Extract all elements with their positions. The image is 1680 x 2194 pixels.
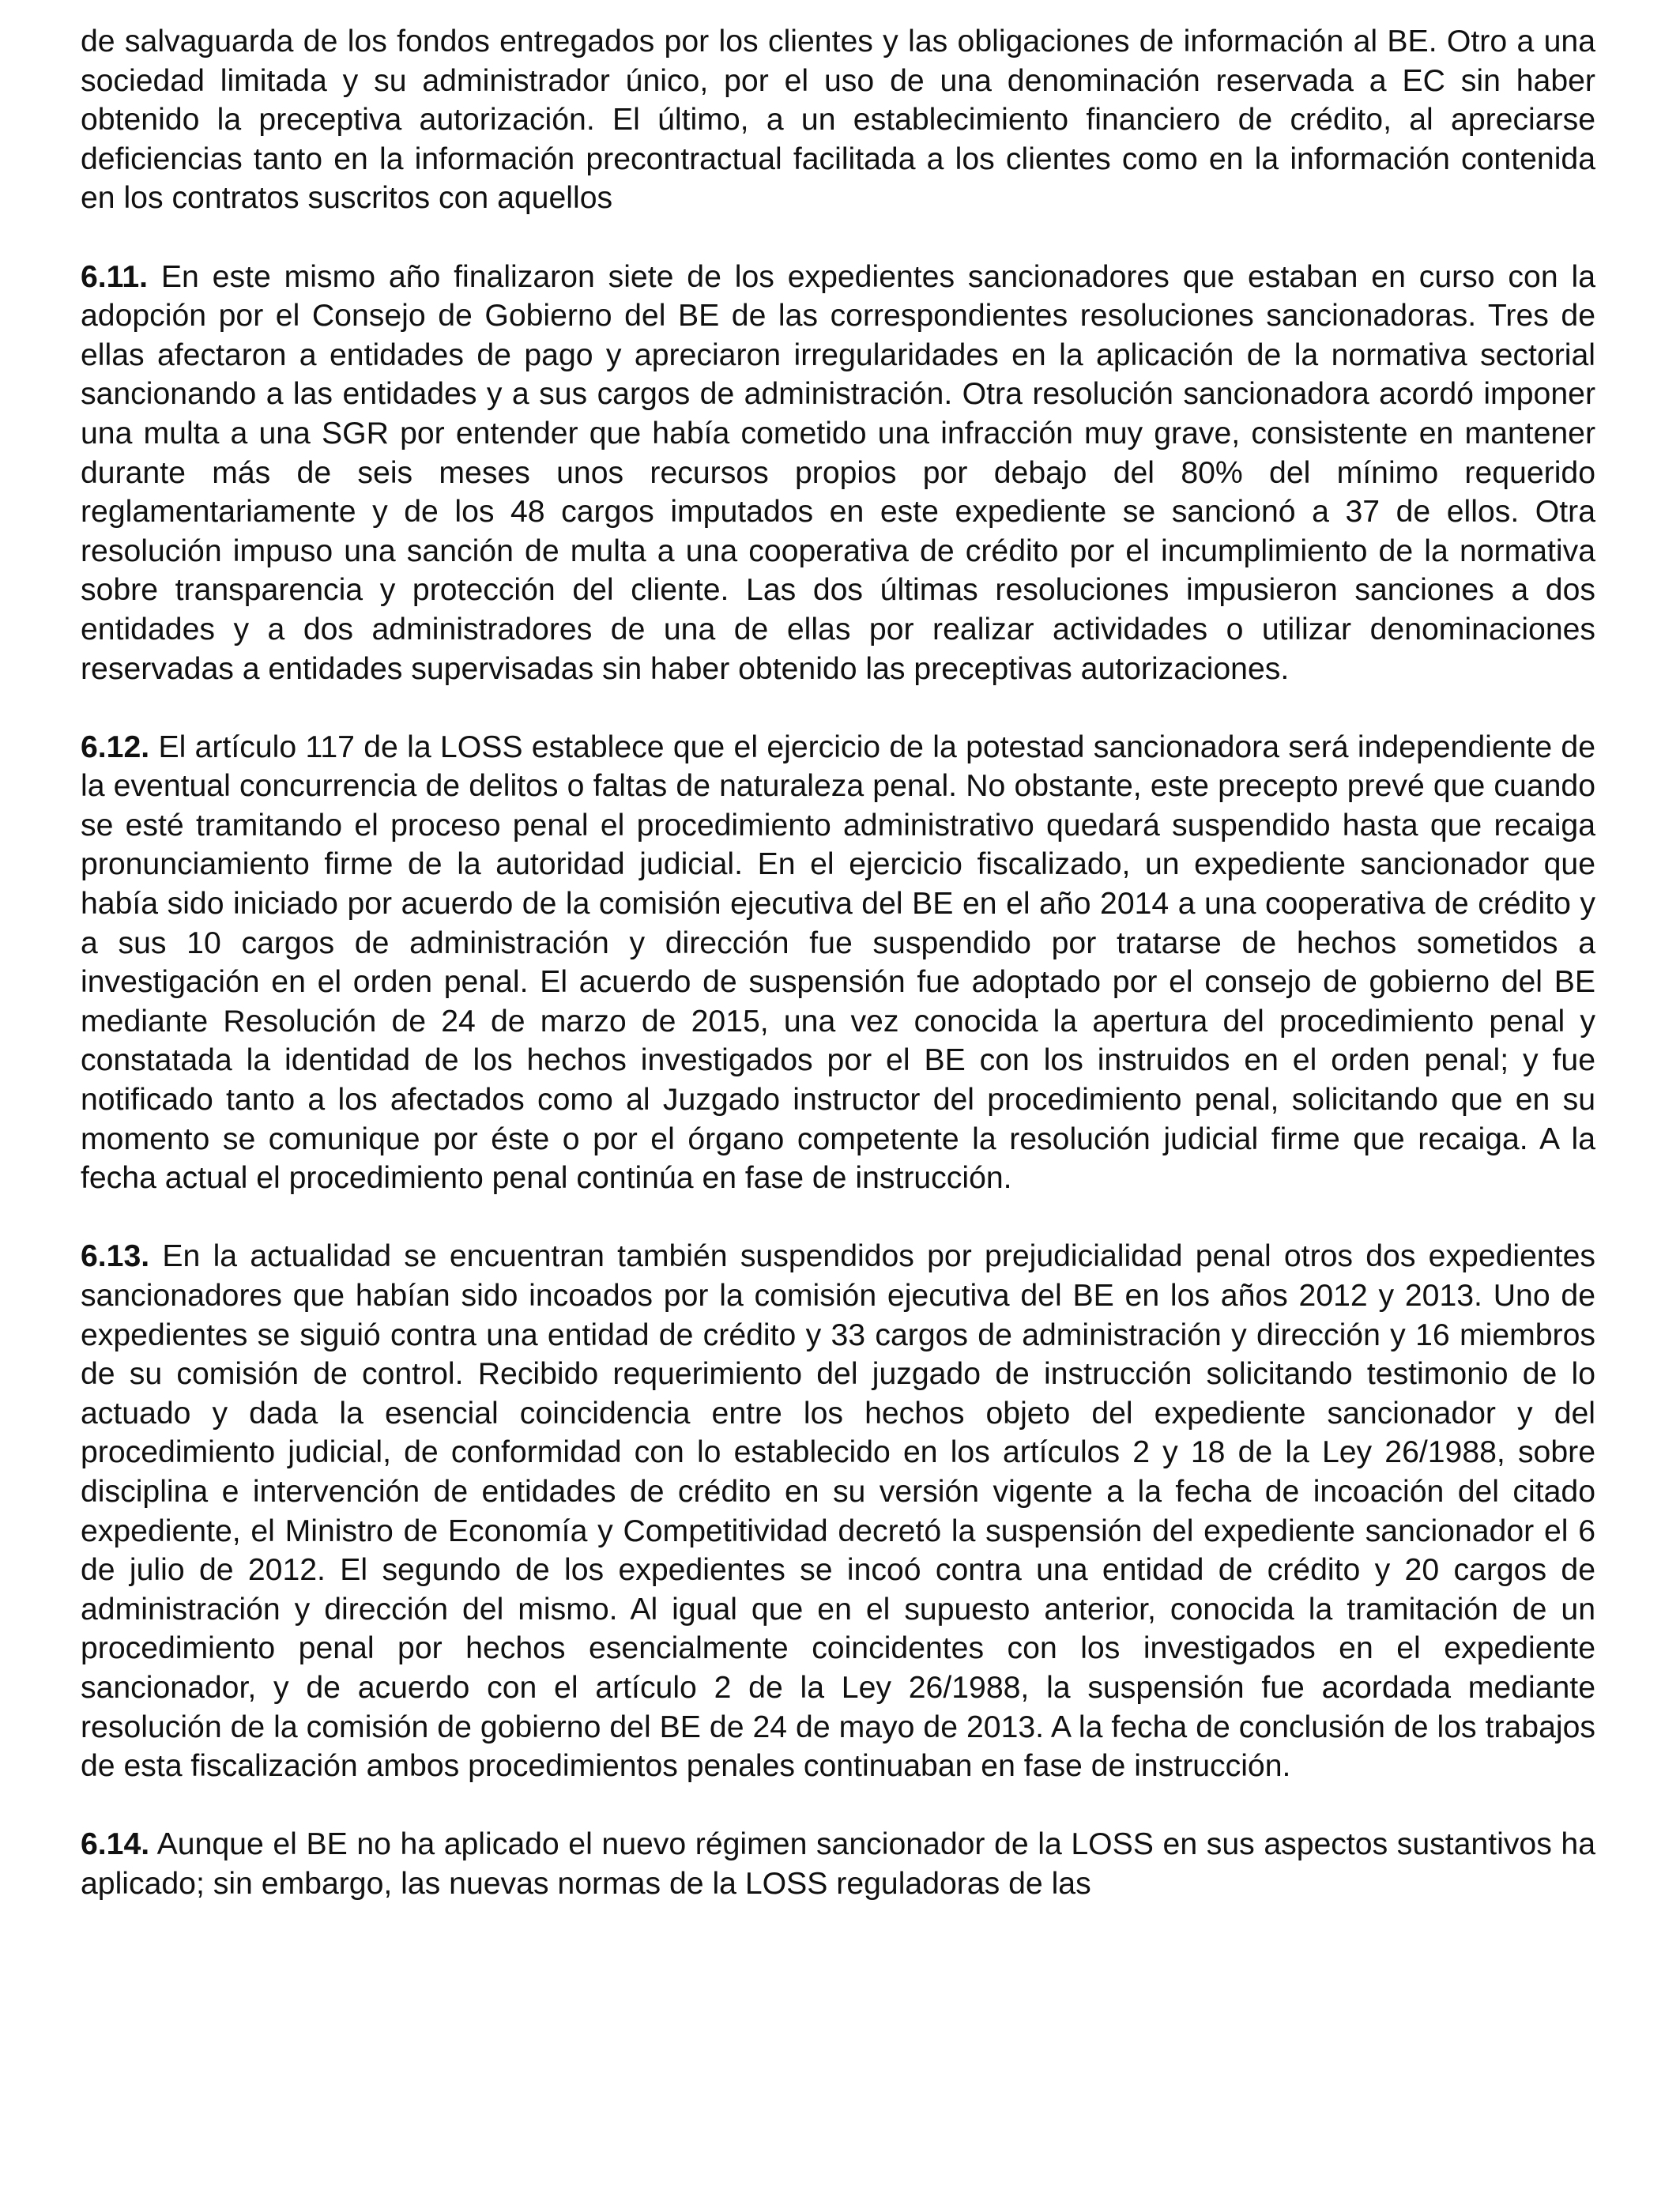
paragraph-continuation [81,22,1595,218]
paragraph-text: de salvaguarda de los fondos entregados por los clientes y las obligaciones de información al BE. Otro a una sociedad limitada y su administrador único, por el uso de una denominación reservada a EC sin haber obtenido la preceptiva autorización. El último, a un establecimiento financiero de crédito, al apreciarse deficiencias tanto en la información precontractual facilitada a los clientes como en la información contenida en los contratos suscritos con aquellos [81,25,1595,216]
paragraph-text: En este mismo año finalizaron siete de los expedientes sancionadores que estaban en curso con la adopción por el Consejo de Gobierno del BE de las correspondientes resoluciones sancionadoras. Tres de ellas afectaron a entidades de pago y apreciaron irregularidades en la aplicación de la normativa sectorial sancionando a las entidades y a sus cargos de administración. Otra resolución sancionadora acordó imponer una multa a una SGR por entender que había cometido una infracción muy grave, consistente en mantener durante más de seis meses unos recursos propios por debajo del 80% del mínimo requerido reglamentariamente y de los 48 cargos imputados en este expediente se sancionó a 37 de ellos. Otra resolución impuso una sanción de multa a una cooperativa de crédito por el incumplimiento de la normativa sobre transparencia y protección del cliente. Las dos últimas resoluciones impusieron sanciones a dos entidades y a dos administradores de una de ellas por realizar actividades o utilizar denominaciones reservadas a entidades supervisadas sin haber obtenido las preceptivas autorizaciones. [81,259,1595,686]
paragraph-number: 6.14. [81,1827,150,1862]
paragraph-text: El artículo 117 de la LOSS establece que el ejercicio de la potestad sancionadora será independiente de la eventual concurrencia de delitos o faltas de naturaleza penal. No obstante, este precepto prevé que cuando se esté tramitando el proceso penal el procedimiento administrativo quedará suspendido hasta que recaiga pronunciamiento firme de la autoridad judicial. En el ejercicio fiscalizado, un expediente sancionador que había sido iniciado por acuerdo de la comisión ejecutiva del BE en el año 2014 a una cooperativa de crédito y a sus 10 cargos de administración y dirección fue suspendido por tratarse de hechos sometidos a investigación en el orden penal. El acuerdo de suspensión fue adoptado por el consejo de gobierno del BE mediante Resolución de 24 de marzo de 2015, una vez conocida la apertura del procedimiento penal y constatada la identidad de los hechos investigados por el BE con los instruidos en el orden penal; y fue notificado tanto a los afectados como al Juzgado instructor del procedimiento penal, solicitando que en su momento se comunique por éste o por el órgano competente la resolución judicial firme que recaiga. A la fecha actual el procedimiento penal continúa en fase de instrucción. [81,729,1596,1196]
document-page [81,22,1595,1904]
paragraph-number: 6.12. [81,729,150,764]
paragraph-6-13 [81,1237,1595,1785]
paragraph-6-11 [81,258,1595,689]
paragraph-text: En la actualidad se encuentran también suspendidos por prejudicialidad penal otros dos expedientes sancionadores que habían sido incoados por la comisión ejecutiva del BE en los años 2012 y 2013. Uno de expedientes se siguió contra una entidad de crédito y 33 cargos de administración y dirección y 16 miembros de su comisión de control. Recibido requerimiento del juzgado de instrucción solicitando testimonio de lo actuado y dada la esencial coincidencia entre los hechos objeto del expediente sancionador y del procedimiento judicial, de conformidad con lo establecido en los artículos 2 y 18 de la Ley 26/1988, sobre disciplina e intervención de entidades de crédito en su versión vigente a la fecha de incoación del citado expediente, el Ministro de Economía y Competitividad decretó la suspensión del expediente sancionador el 6 de julio de 2012. El segundo de los expedientes se incoó contra una entidad de crédito y 20 cargos de administración y dirección del mismo. Al igual que en el supuesto anterior, conocida la tramitación de un procedimiento penal por hechos esencialmente coincidentes con los investigados en el expediente sancionador, y de acuerdo con el artículo 2 de la Ley 26/1988, la suspensión fue acordada mediante resolución de la comisión de gobierno del BE de 24 de mayo de 2013. A la fecha de conclusión de los trabajos de esta fiscalización ambos procedimientos penales continuaban en fase de instrucción. [81,1239,1596,1784]
paragraph-number: 6.13. [81,1239,150,1274]
paragraph-text: Aunque el BE no ha aplicado el nuevo régimen sancionador de la LOSS en sus aspectos sustantivos ha aplicado; sin embargo, las nuevas normas de la LOSS reguladoras de las [81,1827,1595,1901]
paragraph-number: 6.11. [81,259,148,294]
paragraph-6-14 [81,1825,1595,1903]
paragraph-6-12 [81,728,1595,1198]
